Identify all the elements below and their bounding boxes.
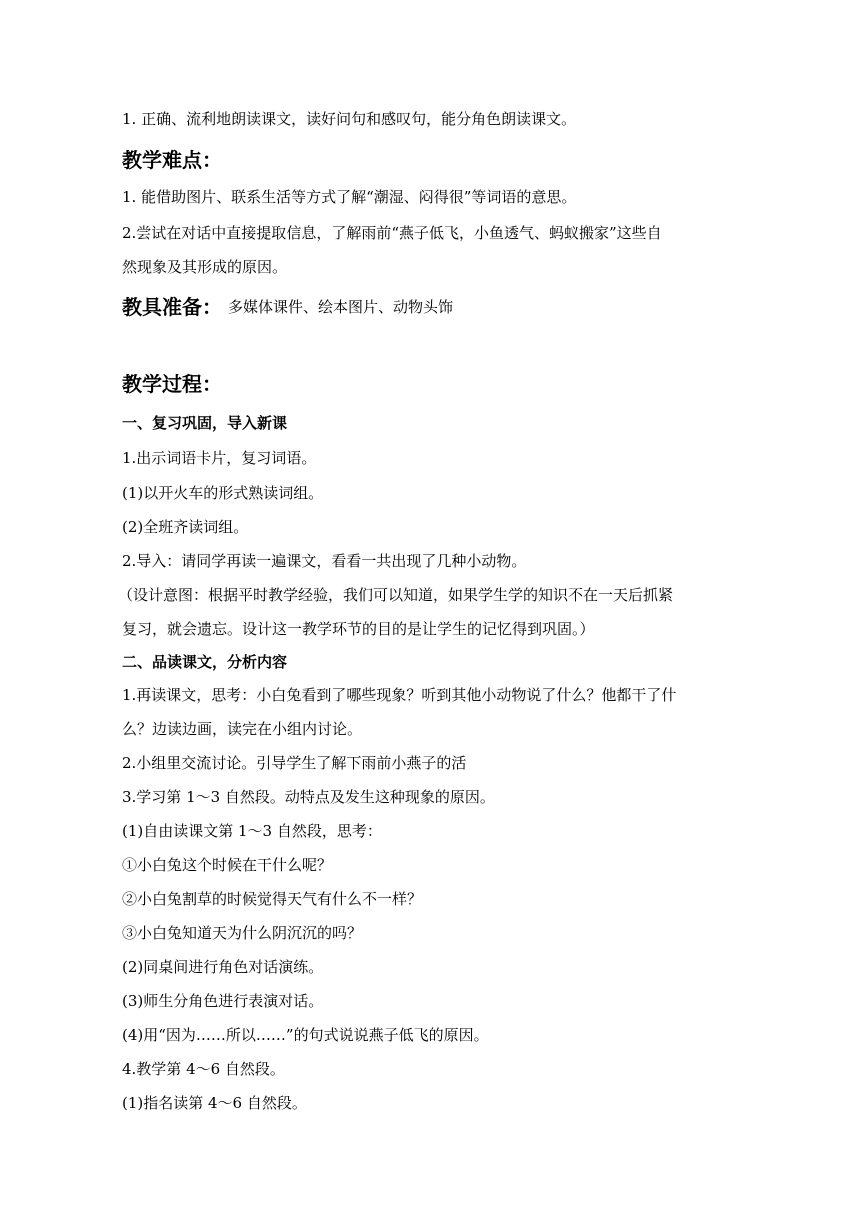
section-1-title: 一、复习巩固，导入新课 [122,414,288,432]
section-1-line-1: 1.出示词语卡片，复习词语。 [122,449,317,467]
section-1-line-2: (1)以开火车的形式熟读词组。 [122,484,324,502]
section-2-line-2: 么？边读边画，读完在小组内讨论。 [122,720,363,738]
section-2-line-13: (1)指名读第 4～6 自然段。 [122,1094,307,1112]
difficulty-item-1: 1. 能借助图片、联系生活等方式了解“潮湿、闷得很”等词语的意思。 [122,188,577,206]
section-2-line-7: ②小白兔割草的时候觉得天气有什么不一样？ [122,890,423,908]
section-1-line-6: 复习，就会遗忘。设计这一教学环节的目的是让学生的记忆得到巩固。） [122,620,595,638]
section-2-line-5: (1)自由读课文第 1～3 自然段，思考： [122,822,382,840]
materials-heading: 教具准备： [122,295,222,319]
materials-text: 多媒体课件、绘本图片、动物头饰 [228,298,454,316]
section-2-line-10: (3)师生分角色进行表演对话。 [122,992,324,1010]
section-1-line-3: (2)全班齐读词组。 [122,518,249,536]
section-2-line-3: 2.小组里交流讨论。引导学生了解下雨前小燕子的活 [122,754,467,772]
difficulty-item-2-line-1: 2.尝试在对话中直接提取信息，了解雨前“燕子低飞，小鱼透气、蚂蚁搬家”这些自 [122,224,662,242]
section-1-line-4: 2.导入：请同学再读一遍课文，看看一共出现了几种小动物。 [122,552,527,570]
section-2-line-12: 4.教学第 4～6 自然段。 [122,1060,285,1078]
section-2-line-4: 3.学习第 1～3 自然段。动特点及发生这种现象的原因。 [122,788,495,806]
section-2-line-6: ①小白兔这个时候在干什么呢？ [122,856,333,874]
process-heading: 教学过程： [122,372,222,396]
difficulties-heading: 教学难点： [122,148,222,172]
section-2-line-11: (4)用“因为……所以……”的句式说说燕子低飞的原因。 [122,1026,489,1044]
section-2-line-1: 1.再读课文，思考：小白兔看到了哪些现象？听到其他小动物说了什么？他都干了什 [122,686,677,704]
section-2-line-8: ③小白兔知道天为什么阴沉沉的吗？ [122,924,363,942]
section-1-line-5: （设计意图：根据平时教学经验，我们可以知道，如果学生学的知识不在一天后抓紧 [118,586,674,604]
section-2-line-9: (2)同桌间进行角色对话演练。 [122,958,324,976]
section-2-title: 二、品读课文，分析内容 [122,653,288,671]
objective-item-1: 1. 正确、流利地朗读课文，读好问句和感叹句，能分角色朗读课文。 [122,110,577,128]
materials-row [122,294,453,320]
difficulty-item-2-line-2: 然现象及其形成的原因。 [122,258,288,276]
